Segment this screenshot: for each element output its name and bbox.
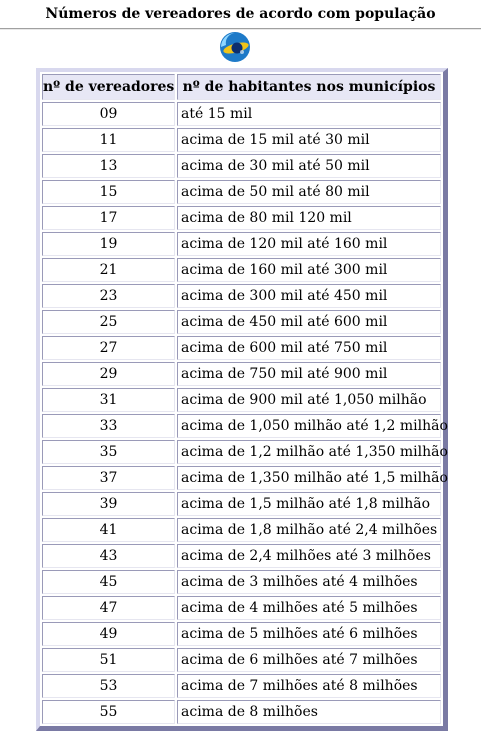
councilor-count-cell: 43: [42, 544, 175, 568]
population-range-cell: acima de 4 milhões até 5 milhões: [177, 596, 441, 620]
councilor-count-cell: 23: [42, 284, 175, 308]
population-range-cell: acima de 30 mil até 50 mil: [177, 154, 441, 178]
population-range-cell: acima de 1,8 milhão até 2,4 milhões: [177, 518, 441, 542]
population-range-cell: acima de 5 milhões até 6 milhões: [177, 622, 441, 646]
councilor-count-cell: 25: [42, 310, 175, 334]
table-row: [42, 440, 441, 464]
globe-logo-svg: [218, 30, 252, 64]
page-title: Números de vereadores de acordo com população: [45, 6, 436, 22]
table-row: [42, 674, 441, 698]
councilor-count-cell: 51: [42, 648, 175, 672]
table-row: [42, 284, 441, 308]
councilor-count-cell: 39: [42, 492, 175, 516]
councilor-count-cell: 27: [42, 336, 175, 360]
table-row: [42, 388, 441, 412]
population-range-cell: acima de 600 mil até 750 mil: [177, 336, 441, 360]
councilor-count-cell: 49: [42, 622, 175, 646]
table-row: [42, 518, 441, 542]
population-range-cell: acima de 900 mil até 1,050 milhão: [177, 388, 441, 412]
population-range-cell: acima de 1,2 milhão até 1,350 milhão: [177, 440, 441, 464]
councilor-count-cell: 19: [42, 232, 175, 256]
population-range-cell: acima de 1,050 milhão até 1,2 milhão: [177, 414, 441, 438]
councilor-count-cell: 47: [42, 596, 175, 620]
councilor-count-cell: 29: [42, 362, 175, 386]
councilor-count-cell: 17: [42, 206, 175, 230]
councilor-count-cell: 45: [42, 570, 175, 594]
table-row: [42, 258, 441, 282]
table-row: [42, 154, 441, 178]
councilor-count-cell: 35: [42, 440, 175, 464]
table-row: [42, 544, 441, 568]
councilor-count-cell: 31: [42, 388, 175, 412]
population-range-cell: acima de 15 mil até 30 mil: [177, 128, 441, 152]
table-row: [42, 700, 441, 724]
population-range-cell: acima de 2,4 milhões até 3 milhões: [177, 544, 441, 568]
councilor-count-cell: 55: [42, 700, 175, 724]
council-table-frame: [36, 68, 448, 731]
population-range-cell: acima de 120 mil até 160 mil: [177, 232, 441, 256]
population-range-cell: acima de 450 mil até 600 mil: [177, 310, 441, 334]
table-header-row: [42, 74, 441, 100]
table-row: [42, 180, 441, 204]
council-table: [40, 72, 448, 726]
table-row: [42, 128, 441, 152]
councilor-count-cell: 09: [42, 102, 175, 126]
population-range-cell: acima de 80 mil 120 mil: [177, 206, 441, 230]
councilor-count-cell: 11: [42, 128, 175, 152]
table-row: [42, 414, 441, 438]
column-header-councilors: nº de vereadores: [42, 74, 175, 100]
globe-sparkle: [240, 50, 244, 54]
table-row: [42, 570, 441, 594]
table-body: [42, 102, 448, 724]
table-row: [42, 622, 441, 646]
table-row: [42, 648, 441, 672]
table-row: [42, 362, 441, 386]
population-range-cell: acima de 1,350 milhão até 1,5 milhão: [177, 466, 441, 490]
population-range-cell: acima de 6 milhões até 7 milhões: [177, 648, 441, 672]
councilor-count-cell: 21: [42, 258, 175, 282]
population-range-cell: até 15 mil: [177, 102, 441, 126]
councilor-count-cell: 53: [42, 674, 175, 698]
population-range-cell: acima de 1,5 milhão até 1,8 milhão: [177, 492, 441, 516]
councilor-count-cell: 37: [42, 466, 175, 490]
table-row: [42, 206, 441, 230]
table-row: [42, 596, 441, 620]
population-range-cell: acima de 3 milhões até 4 milhões: [177, 570, 441, 594]
population-range-cell: acima de 160 mil até 300 mil: [177, 258, 441, 282]
councilor-count-cell: 41: [42, 518, 175, 542]
table-row: [42, 232, 441, 256]
population-range-cell: acima de 7 milhões até 8 milhões: [177, 674, 441, 698]
councilor-count-cell: 33: [42, 414, 175, 438]
population-range-cell: acima de 750 mil até 900 mil: [177, 362, 441, 386]
table-row: [42, 492, 441, 516]
globe-logo-icon: [218, 30, 252, 64]
table-row: [42, 466, 441, 490]
table-row: [42, 310, 441, 334]
column-header-inhabitants: nº de habitantes nos municípios: [177, 74, 441, 100]
table-row: [42, 336, 441, 360]
population-range-cell: acima de 300 mil até 450 mil: [177, 284, 441, 308]
councilor-count-cell: 13: [42, 154, 175, 178]
population-range-cell: acima de 8 milhões: [177, 700, 441, 724]
population-range-cell: acima de 50 mil até 80 mil: [177, 180, 441, 204]
councilor-count-cell: 15: [42, 180, 175, 204]
table-row: [42, 102, 441, 126]
